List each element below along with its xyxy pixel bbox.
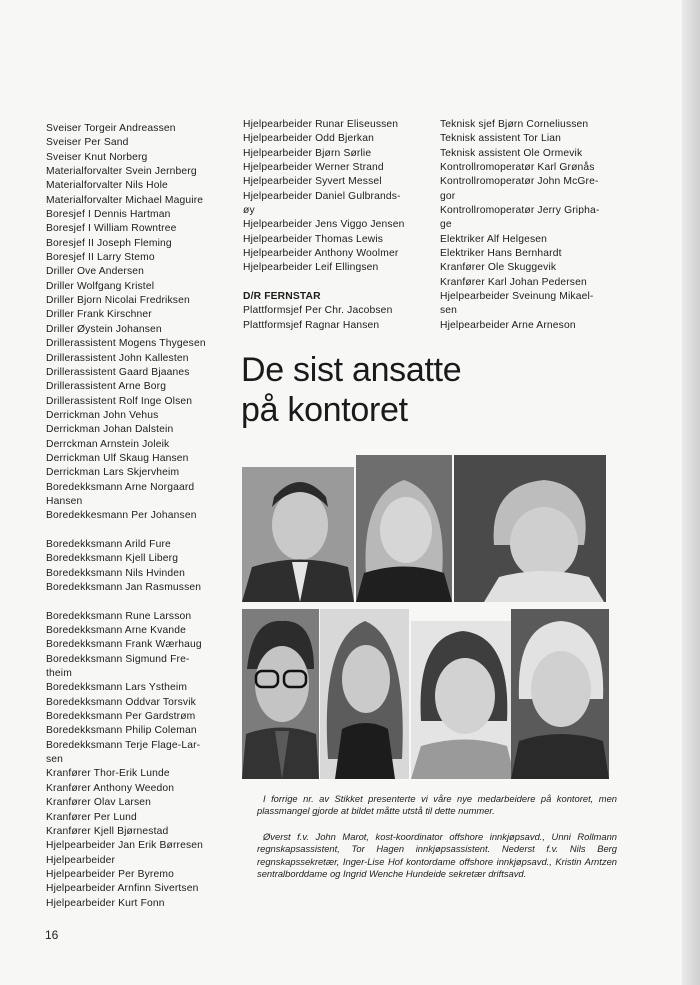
page-edge bbox=[682, 0, 700, 985]
headline-line-1: De sist ansatte bbox=[241, 351, 462, 389]
staff-list-column-3 bbox=[440, 118, 640, 333]
staff-entry: Boredekksmann Sigmund Fre- bbox=[46, 653, 190, 665]
staff-entry: Plattformsjef Ragnar Hansen bbox=[243, 319, 380, 331]
staff-list-column-2 bbox=[243, 118, 433, 333]
staff-entry: Elektriker Alf Helgesen bbox=[440, 233, 548, 245]
staff-entry: Hjelpearbeider Leif Ellingsen bbox=[243, 262, 379, 274]
staff-entry: Kranfører Per Lund bbox=[46, 811, 137, 823]
staff-list-column-1 bbox=[46, 122, 236, 911]
staff-entry: Hjelpearbeider Thomas Lewis bbox=[243, 233, 384, 245]
staff-entry: Hjelpearbeider Anthony Woolmer bbox=[243, 248, 399, 260]
staff-entry: Drillerassistent Gaard Bjaanes bbox=[46, 366, 190, 378]
staff-entry: Hjelpearbeider Werner Strand bbox=[243, 162, 384, 174]
staff-entry: Plattformsjef Per Chr. Jacobsen bbox=[243, 305, 393, 317]
staff-entry: Boredekksmann Arne Norgaard bbox=[46, 481, 195, 493]
staff-entry: Boresjef II Joseph Fleming bbox=[46, 237, 172, 249]
staff-entry: Teknisk assistent Ole Ormevik bbox=[440, 147, 583, 159]
staff-entry: Kranfører Anthony Weedon bbox=[46, 782, 175, 794]
headline-line-2: på kontoret bbox=[241, 391, 408, 429]
staff-entry: Driller Frank Kirschner bbox=[46, 309, 152, 321]
photo-kristin-arntzen bbox=[411, 621, 515, 779]
staff-entry: Boredekksmann Nils Hvinden bbox=[46, 567, 185, 579]
staff-entry bbox=[46, 595, 236, 609]
staff-entry: Boredekksmann Kjell Liberg bbox=[46, 553, 179, 565]
staff-entry: Boredekkesmann Per Johansen bbox=[46, 510, 197, 522]
staff-entry: Materialforvalter Svein Jernberg bbox=[46, 166, 197, 178]
staff-entry: Boredekksmann Per Gardstrøm bbox=[46, 711, 196, 723]
staff-entry: Boredekksmann Philip Coleman bbox=[46, 725, 197, 737]
staff-entry: Sveiser Torgeir Andreassen bbox=[46, 123, 176, 134]
staff-entry: Driller Wolfgang Kristel bbox=[46, 280, 155, 292]
staff-entry: Materialforvalter Michael Maguire bbox=[46, 194, 204, 206]
staff-entry: sen bbox=[46, 754, 64, 766]
photo-nils-berg bbox=[242, 609, 319, 779]
staff-entry: øy bbox=[243, 205, 255, 217]
staff-entry: Kranfører Thor-Erik Lunde bbox=[46, 768, 170, 780]
photo-inger-lise-hof bbox=[320, 609, 409, 779]
staff-entry: Boredekksmann Terje Flage-Lar- bbox=[46, 739, 201, 751]
article-headline bbox=[241, 350, 461, 430]
staff-entry: Boredekksmann Arne Kvande bbox=[46, 625, 186, 637]
staff-entry: Hjelpearbeider Jan Erik Børresen bbox=[46, 840, 204, 852]
staff-entry: Hjelpearbeider Odd Bjerkan bbox=[243, 133, 374, 145]
staff-entry: Hjelpearbeider bbox=[46, 854, 116, 866]
staff-entry: Driller Øystein Johansen bbox=[46, 323, 162, 335]
staff-entry: Drillerassistent John Kallesten bbox=[46, 352, 189, 364]
staff-entry: Derrickman John Vehus bbox=[46, 409, 159, 421]
staff-entry: ge bbox=[440, 219, 452, 231]
staff-entry: Kranfører Olav Larsen bbox=[46, 797, 152, 809]
staff-entry: Derrickman Johan Dalstein bbox=[46, 424, 174, 436]
staff-entry: sen bbox=[440, 305, 458, 317]
staff-entry: Sveiser Per Sand bbox=[46, 137, 129, 149]
staff-entry: Kranfører Karl Johan Pedersen bbox=[440, 276, 587, 288]
staff-entry: Hjelpearbeider Arne Arneson bbox=[440, 319, 576, 331]
staff-entry: Kontrollromoperatør Jerry Gripha- bbox=[440, 205, 600, 217]
staff-entry: Drillerassistent Arne Borg bbox=[46, 381, 167, 393]
staff-entry: theim bbox=[46, 668, 72, 680]
staff-entry: Materialforvalter Nils Hole bbox=[46, 180, 168, 192]
staff-entry: Driller Bjorn Nicolai Fredriksen bbox=[46, 295, 190, 307]
staff-entry: Boredekksmann Jan Rasmussen bbox=[46, 582, 202, 593]
staff-entry: Boresjef II Larry Stemo bbox=[46, 252, 155, 264]
staff-entry: Hjelpearbeider Runar Eliseussen bbox=[243, 119, 399, 130]
staff-entry: Boredekksmann Oddvar Torsvik bbox=[46, 696, 196, 708]
page-number: 16 bbox=[45, 928, 59, 942]
staff-entry: Sveiser Knut Norberg bbox=[46, 151, 148, 163]
staff-entry: Kontrollromoperatør Karl Grønås bbox=[440, 162, 595, 174]
staff-entry: Boredekksmann Lars Ystheim bbox=[46, 682, 188, 694]
staff-entry: Boredekksmann Rune Larsson bbox=[46, 610, 192, 622]
photo-ingrid-wenche-hundeide bbox=[511, 609, 609, 779]
staff-entry: Hansen bbox=[46, 495, 83, 507]
staff-entry: Teknisk assistent Tor Lian bbox=[440, 133, 562, 145]
staff-entry: Teknisk sjef Bjørn Corneliussen bbox=[440, 119, 589, 130]
photo-tor-hagen bbox=[454, 455, 606, 602]
staff-entry: Hjelpearbeider Syvert Messel bbox=[243, 176, 382, 188]
staff-entry: Hjelpearbeider Daniel Gulbrands- bbox=[243, 190, 401, 202]
staff-entry: Derrickman Ulf Skaug Hansen bbox=[46, 452, 189, 464]
photo-john-marot bbox=[242, 467, 354, 602]
staff-entry: Derrickman Lars Skjervheim bbox=[46, 467, 180, 479]
staff-entry: Hjelpearbeider Bjørn Sørlie bbox=[243, 147, 372, 159]
staff-entry: Hjelpearbeider Jens Viggo Jensen bbox=[243, 219, 405, 231]
staff-entry: Driller Ove Andersen bbox=[46, 266, 144, 278]
staff-entry: Hjelpearbeider Arnfinn Sivertsen bbox=[46, 883, 199, 895]
staff-entry: gor bbox=[440, 190, 456, 202]
staff-entry: Boredekksmann Arild Fure bbox=[46, 538, 171, 550]
staff-entry: Hjelpearbeider Per Byremo bbox=[46, 868, 174, 880]
staff-entry: Drillerassistent Mogens Thygesen bbox=[46, 338, 206, 350]
staff-entry: Hjelpearbeider Kurt Fonn bbox=[46, 897, 165, 909]
rig-heading: D/R FERNSTAR bbox=[243, 291, 321, 303]
caption-intro: I forrige nr. av Stikket presenterte vi våre nye medarbeidere på kontoret, men plassmangel gjorde at bildet måtte utstå til dette nummer. bbox=[257, 793, 617, 817]
staff-entry: Kranfører Ole Skuggevik bbox=[440, 262, 557, 274]
staff-entry: Boresjef I William Rowntree bbox=[46, 223, 177, 235]
staff-entry: Kranfører Kjell Bjørnestad bbox=[46, 825, 169, 837]
staff-entry: Elektriker Hans Bernhardt bbox=[440, 248, 562, 260]
staff-entry: Hjelpearbeider Sveinung Mikael- bbox=[440, 291, 594, 303]
staff-entry bbox=[46, 524, 236, 538]
staff-entry: Kontrollromoperatør John McGre- bbox=[440, 176, 599, 188]
list-spacer bbox=[243, 276, 433, 290]
staff-entry: Drillerassistent Rolf Inge Olsen bbox=[46, 395, 193, 407]
photo-unni-rollmann bbox=[356, 455, 452, 602]
staff-entry: Boredekksmann Frank Wærhaug bbox=[46, 639, 202, 651]
photo-caption bbox=[257, 793, 617, 893]
staff-entry: Derrckman Arnstein Joleik bbox=[46, 438, 170, 450]
staff-entry: Boresjef I Dennis Hartman bbox=[46, 209, 171, 221]
caption-names: Øverst f.v. John Marot, kost-koordinator offshore innkjøpsavd., Unni Rollmann regnskapsassistent, Tor Hagen innkjøpsassistent. Nederst f.v. Nils Berg regnskapssekretær, Inger-Lise Hof kontordame offshore innkjøpsavd., Kristin Arntzen sentralborddame og Ingrid Wenche Hundeide sekretær driftsavd. bbox=[257, 830, 617, 880]
